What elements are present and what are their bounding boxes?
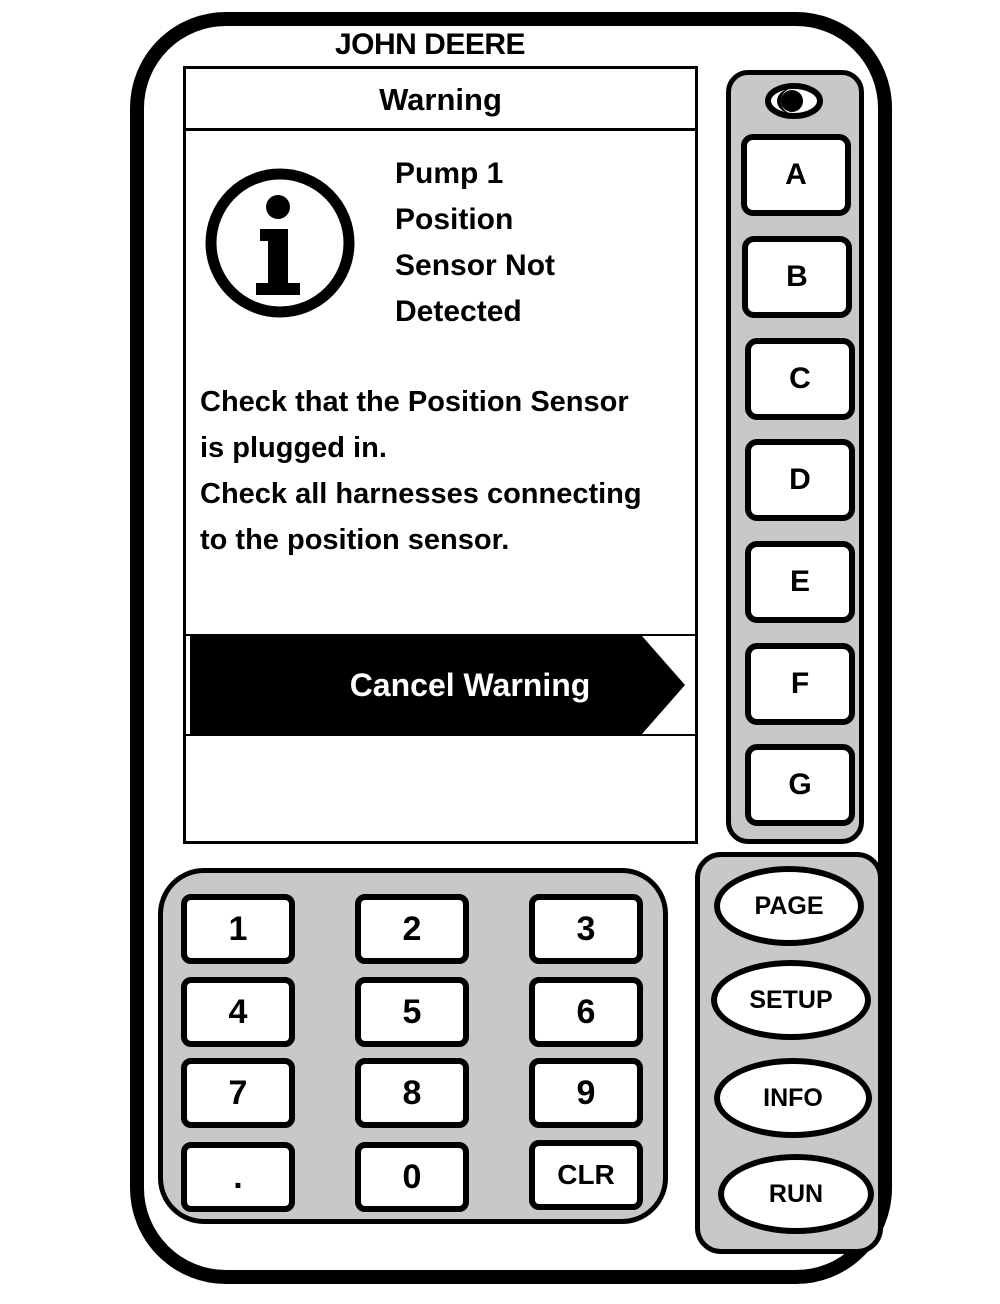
key-clear[interactable]: CLR — [529, 1140, 643, 1210]
key-4[interactable]: 4 — [181, 977, 295, 1047]
instruction-line: Check all harnesses connecting — [200, 478, 642, 510]
run-button[interactable]: RUN — [718, 1154, 874, 1234]
backlight-icon[interactable] — [765, 82, 823, 120]
brand-label: JOHN DEERE — [335, 28, 526, 61]
softkey-b[interactable]: B — [742, 236, 852, 318]
cancel-warning-button[interactable] — [190, 636, 685, 734]
instruction-line: is plugged in. — [200, 432, 387, 464]
setup-button[interactable]: SETUP — [711, 960, 871, 1040]
headline-line: Pump 1 — [395, 157, 504, 190]
info-icon — [204, 167, 356, 319]
softkey-e[interactable]: E — [745, 541, 855, 623]
instruction-line: Check that the Position Sensor — [200, 386, 629, 418]
key-1[interactable]: 1 — [181, 894, 295, 964]
cancel-warning-label: Cancel Warning — [349, 667, 591, 703]
key-8[interactable]: 8 — [355, 1058, 469, 1128]
page-button[interactable]: PAGE — [714, 866, 864, 946]
key-0[interactable]: 0 — [355, 1142, 469, 1212]
key-5[interactable]: 5 — [355, 977, 469, 1047]
screen-title: Warning — [186, 69, 695, 131]
warning-headline — [395, 151, 555, 335]
key-9[interactable]: 9 — [529, 1058, 643, 1128]
softkey-f[interactable]: F — [745, 643, 855, 725]
softkey-d[interactable]: D — [745, 439, 855, 521]
warning-instructions — [200, 379, 642, 563]
instruction-line: to the position sensor. — [200, 524, 510, 556]
info-button[interactable]: INFO — [714, 1058, 872, 1138]
cancel-band — [186, 634, 695, 736]
key-7[interactable]: 7 — [181, 1058, 295, 1128]
headline-line: Position — [395, 203, 514, 236]
warning-screen — [183, 66, 698, 844]
headline-line: Detected — [395, 295, 522, 328]
softkey-a[interactable]: A — [741, 134, 851, 216]
headline-line: Sensor Not — [395, 249, 556, 282]
key-6[interactable]: 6 — [529, 977, 643, 1047]
key-3[interactable]: 3 — [529, 894, 643, 964]
softkey-g[interactable]: G — [745, 744, 855, 826]
softkey-c[interactable]: C — [745, 338, 855, 420]
key-decimal[interactable]: . — [181, 1142, 295, 1212]
key-2[interactable]: 2 — [355, 894, 469, 964]
